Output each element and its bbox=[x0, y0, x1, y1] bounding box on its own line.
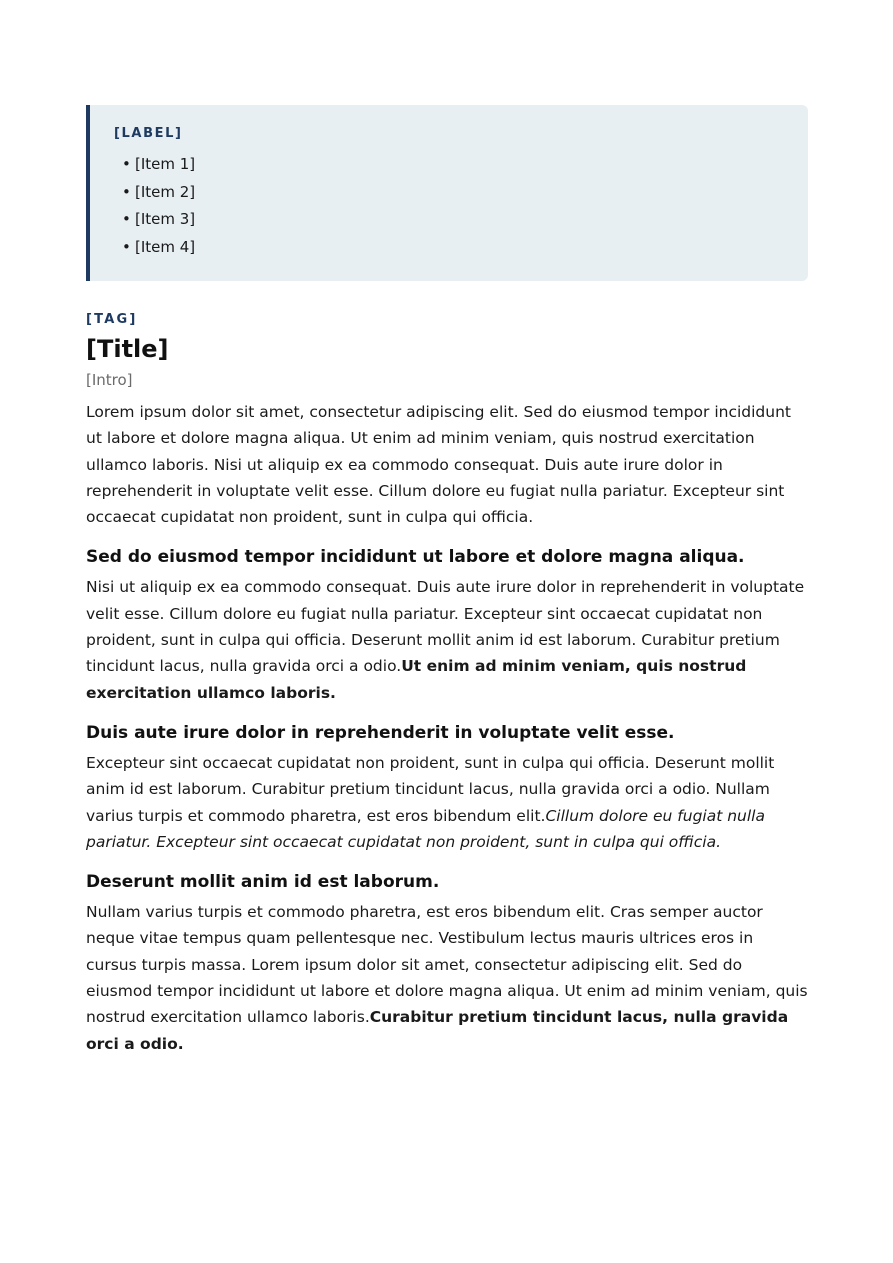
callout-list-item bbox=[122, 206, 784, 234]
section-heading: Deserunt mollit anim id est laborum. bbox=[86, 872, 440, 893]
section-emphasis-bold: Curabitur pretium tincidunt lacus, nulla gravida orci a odio. bbox=[86, 1008, 789, 1053]
section-emphasis-italic: Cillum dolore eu fugiat nulla pariatur. Excepteur sint occaecat cupidatat non proident, sunt in culpa qui officia. bbox=[86, 806, 765, 851]
bullet-icon: • bbox=[122, 237, 131, 256]
section-text: Nullam varius turpis et commodo pharetra, est eros bibendum elit. Cras semper auctor neque vitae tempus quam pellentesque nec. Vestibulum lectus mauris ultrices eros in cursus turpis massa. Lorem ipsum dolor sit amet, consectetur adipiscing elit. Sed do eiusmod tempor incididunt ut labore et dolore magna aliqua. Ut enim ad minim veniam, quis nostrud exercitation ullamco laboris. bbox=[86, 903, 808, 1027]
callout-item-label: [Item 4] bbox=[135, 237, 196, 256]
section-text: Excepteur sint occaecat cupidatat non proident, sunt in culpa qui officia. Deserunt mollit anim id est laborum. Curabitur pretium tincidunt lacus, nulla gravida orci a odio. Nullam varius turpis et commodo pharetra, est eros bibendum elit. bbox=[86, 753, 775, 825]
section-text: Nisi ut aliquip ex ea commodo consequat. Duis aute irure dolor in reprehenderit in voluptate velit esse. Cillum dolore eu fugiat nulla pariatur. Excepteur sint occaecat cupidatat non proident, sunt in culpa qui officia. Deserunt mollit anim id est laborum. Curabitur pretium tincidunt lacus, nulla gravida orci a odio. bbox=[86, 578, 805, 676]
section-heading: Sed do eiusmod tempor incididunt ut labore et dolore magna aliqua. bbox=[86, 547, 745, 568]
callout-item-label: [Item 2] bbox=[135, 182, 196, 201]
callout-label: [LABEL] bbox=[114, 126, 183, 141]
callout-item-label: [Item 3] bbox=[135, 210, 196, 228]
bullet-icon: • bbox=[122, 155, 131, 173]
callout-list-item bbox=[122, 151, 784, 179]
bullet-icon: • bbox=[122, 210, 131, 228]
article-tag: [TAG] bbox=[86, 312, 138, 327]
section-emphasis-bold: Ut enim ad minim veniam, quis nostrud exercitation ullamco laboris. bbox=[86, 657, 747, 702]
callout-list bbox=[114, 151, 784, 261]
section-paragraph bbox=[86, 899, 808, 1057]
callout-list-item bbox=[122, 234, 784, 262]
article-title: [Title] bbox=[86, 335, 169, 363]
article-intro: [Intro] bbox=[86, 371, 133, 389]
bullet-icon: • bbox=[122, 182, 131, 201]
callout-box bbox=[86, 105, 808, 281]
callout-list-item bbox=[122, 179, 784, 207]
lead-paragraph: Lorem ipsum dolor sit amet, consectetur adipiscing elit. Sed do eiusmod tempor incididunt ut labore et dolore magna aliqua. Ut enim ad minim veniam, quis nostrud exercitation ullamco laboris. Nisi ut aliquip ex ea commodo consequat. Duis aute irure dolor in reprehenderit in voluptate velit esse. Cillum dolore eu fugiat nulla pariatur. Excepteur sint occaecat cupidatat non proident, sunt in culpa qui officia. bbox=[86, 403, 791, 527]
section-paragraph bbox=[86, 750, 808, 855]
section-paragraph bbox=[86, 574, 808, 705]
callout-item-label: [Item 1] bbox=[135, 155, 196, 173]
section-heading: Duis aute irure dolor in reprehenderit in voluptate velit esse. bbox=[86, 722, 675, 743]
